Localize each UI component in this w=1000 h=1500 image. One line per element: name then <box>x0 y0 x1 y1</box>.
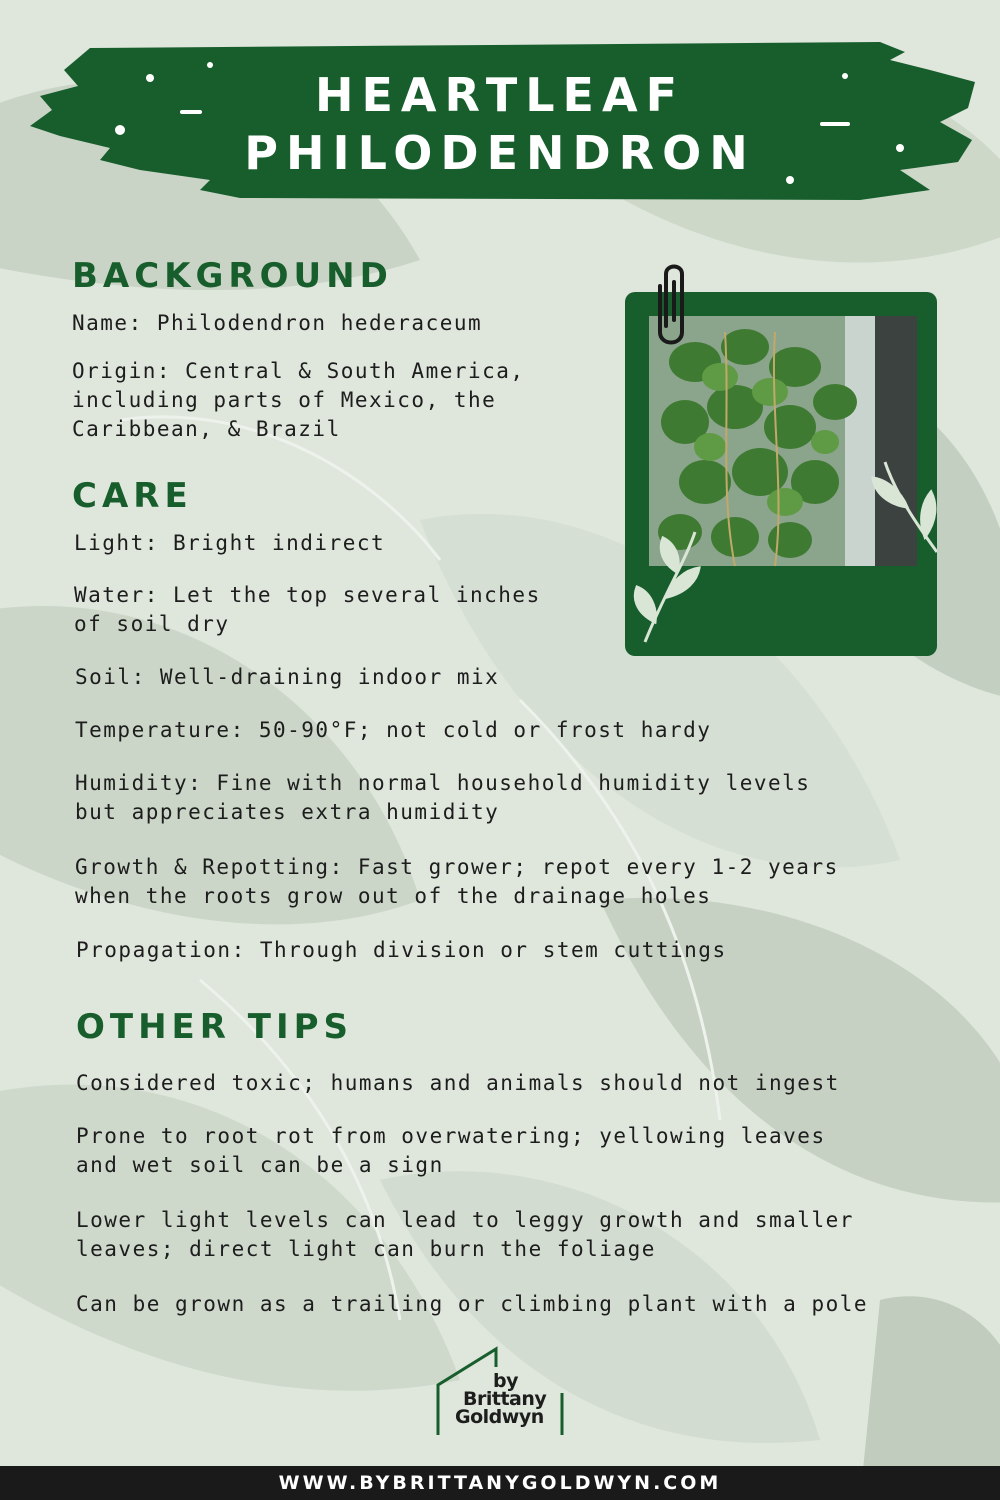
tips-rot-line-1: Prone to root rot from overwatering; yellowing leaves <box>76 1124 826 1148</box>
logo-first-name: Brittany <box>463 1388 547 1410</box>
care-heading: CARE <box>72 476 193 516</box>
tips-light-line-2: leaves; direct light can burn the foliage <box>76 1237 656 1261</box>
tips-heading: OTHER TIPS <box>76 1007 354 1047</box>
title-line-1: HEARTLEAF <box>314 68 685 122</box>
background-name: Name: Philodendron hederaceum <box>72 311 483 335</box>
tips-grow: Can be grown as a trailing or climbing plant with a pole <box>76 1292 869 1316</box>
plant-photo <box>649 316 917 566</box>
tips-toxic: Considered toxic; humans and animals should not ingest <box>76 1071 840 1095</box>
care-temperature: Temperature: 50-90°F; not cold or frost hardy <box>75 718 712 742</box>
care-soil: Soil: Well-draining indoor mix <box>75 665 500 689</box>
care-propagation: Propagation: Through division or stem cuttings <box>76 938 727 962</box>
background-heading: BACKGROUND <box>72 256 393 296</box>
title-line-2: PHILODENDRON <box>244 126 756 180</box>
care-humidity-line-1: Humidity: Fine with normal household humidity levels <box>75 771 811 795</box>
care-water-line-1: Water: Let the top several inches <box>74 583 541 607</box>
care-growth-line-2: when the roots grow out of the drainage holes <box>75 884 712 908</box>
care-humidity-line-2: but appreciates extra humidity <box>75 800 500 824</box>
plant-photo-frame <box>625 292 937 656</box>
care-growth-line-1: Growth & Repotting: Fast grower; repot every 1-2 years <box>75 855 839 879</box>
care-light: Light: Bright indirect <box>74 531 386 555</box>
tips-light-line-1: Lower light levels can lead to leggy growth and smaller <box>76 1208 854 1232</box>
background-origin-line-2: including parts of Mexico, the <box>72 388 497 412</box>
background-origin-line-3: Caribbean, & Brazil <box>72 417 341 441</box>
tips-rot-line-2: and wet soil can be a sign <box>76 1153 444 1177</box>
footer-url[interactable]: WWW.BYBRITTANYGOLDWYN.COM <box>278 1472 722 1494</box>
background-origin-line-1: Origin: Central & South America, <box>72 359 525 383</box>
paperclip-icon <box>652 256 692 346</box>
logo-last-name: Goldwyn <box>455 1406 544 1428</box>
care-water-line-2: of soil dry <box>74 612 230 636</box>
logo-by: by <box>493 1370 518 1392</box>
